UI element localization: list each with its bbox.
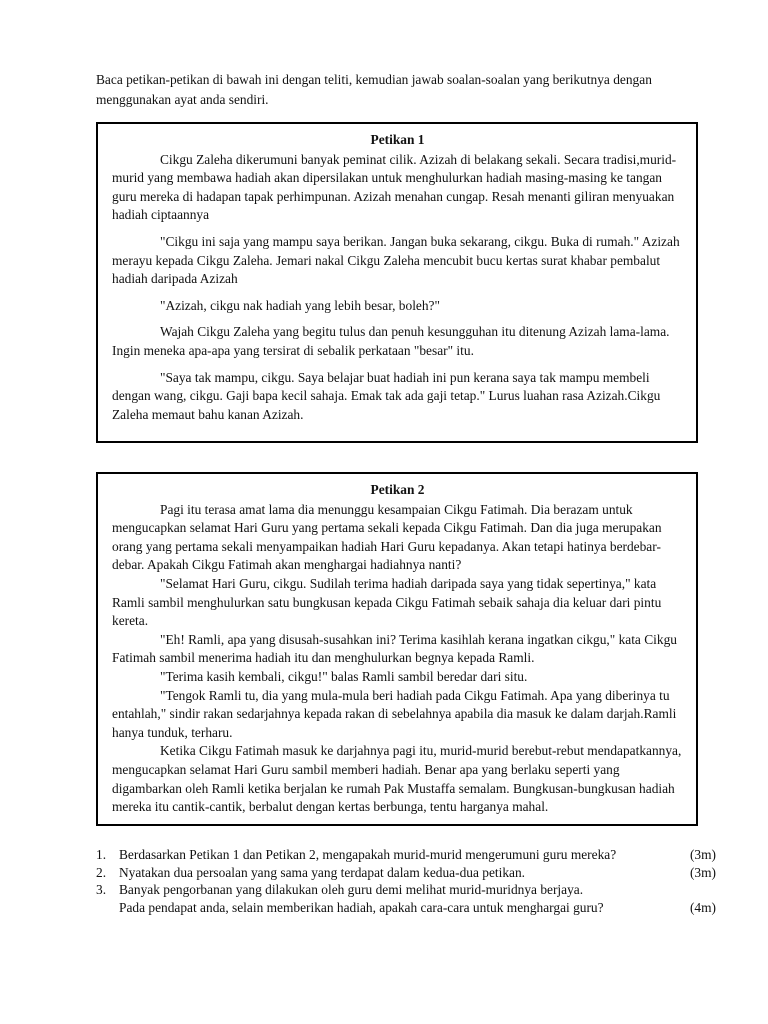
passage-1-paragraph: Cikgu Zaleha dikerumuni banyak peminat cilik. Azizah di belakang sekali. Secara tradisi,murid-murid yang membawa hadiah akan dipersilakan untuk menghulurkan hadiah masing-masing ke tangan guru mereka di hadapan tapak perhimpunan. Azizah menahan cungap. Resah menanti giliran menyuakan hadiah ciptaannya: [112, 151, 677, 223]
question-item: [96, 864, 716, 882]
question-list: [96, 846, 716, 916]
question-text: Berdasarkan Petikan 1 dan Petikan 2, mengapakah murid-murid mengerumuni guru mereka?: [119, 847, 617, 862]
question-item: [96, 899, 716, 917]
question-item: [96, 846, 716, 864]
passage-1-title: Petikan 1: [370, 132, 425, 147]
passage-2-box: [96, 472, 698, 826]
question-marks: (3m): [689, 847, 716, 862]
passage-2-title: Petikan 2: [370, 482, 425, 497]
passage-2-paragraph: Pagi itu terasa amat lama dia menunggu kesampaian Cikgu Fatimah. Dia berazam untuk mengucapkan selamat Hari Guru yang pertama sekali kepada Cikgu Fatimah. Dan dia juga merupakan orang yang pertama sekali menyampaikan hadiah Hari Guru kepadanya. Akan tetapi hatinya berdebar-debar. Apakah Cikgu Fatimah akan menghargai hadiahnya nanti?: [112, 501, 662, 573]
question-number: 3.: [96, 882, 107, 897]
question-number: [96, 899, 119, 917]
question-item: [96, 881, 716, 899]
instructions: Baca petikan-petikan di bawah ini dengan teliti, kemudian jawab soalan-soalan yang berikutnya dengan menggunakan ayat anda sendiri.: [96, 72, 652, 107]
question-text: Nyatakan dua persoalan yang sama yang terdapat dalam kedua-dua petikan.: [119, 864, 526, 880]
passage-1-paragraph: "Azizah, cikgu nak hadiah yang lebih besar, boleh?": [160, 297, 440, 313]
question-text: Pada pendapat anda, selain memberikan hadiah, apakah cara-cara untuk menghargai guru?: [119, 899, 604, 915]
question-text: Banyak pengorbanan yang dilakukan oleh guru demi melihat murid-muridnya berjaya.: [119, 882, 584, 897]
passage-2-paragraph: "Selamat Hari Guru, cikgu. Sudilah terima hadiah daripada saya yang tidak sepertinya," kata Ramli sambil menghulurkan satu bungkusan kepada Cikgu Fatimah sebaik sahaja dia keluar dari pintu kereta.: [112, 575, 662, 629]
passage-1-paragraph: "Cikgu ini saja yang mampu saya berikan. Jangan buka sekarang, cikgu. Buka di rumah." Azizah merayu kepada Cikgu Zaleha. Jemari nakal Cikgu Zaleha mencubit bucu kertas surat khabar pembalut hadiah daripada Azizah: [112, 233, 680, 287]
question-number: 2.: [96, 864, 107, 880]
passage-1-box: [96, 122, 698, 443]
question-marks: (4m): [689, 899, 716, 915]
question-marks: (3m): [689, 864, 716, 880]
passage-2-paragraph: Ketika Cikgu Fatimah masuk ke darjahnya pagi itu, murid-murid berebut-rebut mendapatkannya, mengucapkan selamat Hari Guru sambil memberi hadiah. Benar apa yang berlaku seperti yang digambarkan oleh Ramli ketika berjalan ke rumah Pak Mustaffa semalam. Bungkusan-bungkusan hadiah mereka itu cantik-cantik, berbalut dengan kertas berbunga, tentu harganya mahal.: [112, 743, 682, 815]
passage-1-paragraph: "Saya tak mampu, cikgu. Saya belajar buat hadiah ini pun kerana saya tak mampu membeli dengan wang, cikgu. Gaji bapa kecil sahaja. Emak tak ada gaji tetap." Lurus luahan rasa Azizah.Cikgu Zaleha memaut bahu kanan Azizah.: [112, 369, 661, 422]
passage-1-paragraph: Wajah Cikgu Zaleha yang begitu tulus dan penuh kesungguhan itu ditenung Azizah lama-lama. Ingin meneka apa-apa yang tersirat di sebalik perkataan "besar" itu.: [112, 324, 670, 358]
question-marks: [672, 881, 716, 899]
question-number: 1.: [96, 847, 107, 862]
passage-2-paragraph: "Eh! Ramli, apa yang disusah-susahkan ini? Terima kasihlah kerana ingatkan cikgu," kata Cikgu Fatimah sambil menerima hadiah itu dan menghulurkan begnya kepada Ramli.: [112, 631, 677, 666]
passage-2-paragraph: "Terima kasih kembali, cikgu!" balas Ramli sambil beredar dari situ.: [160, 668, 528, 684]
passage-2-paragraph: "Tengok Ramli tu, dia yang mula-mula beri hadiah pada Cikgu Fatimah. Apa yang diberinya tu entahlah," sindir rakan sedarjahnya kepada rakan di sebelahnya apabila dia masuk ke dalam darjah.Ramli hanya tunduk, terharu.: [112, 687, 677, 740]
